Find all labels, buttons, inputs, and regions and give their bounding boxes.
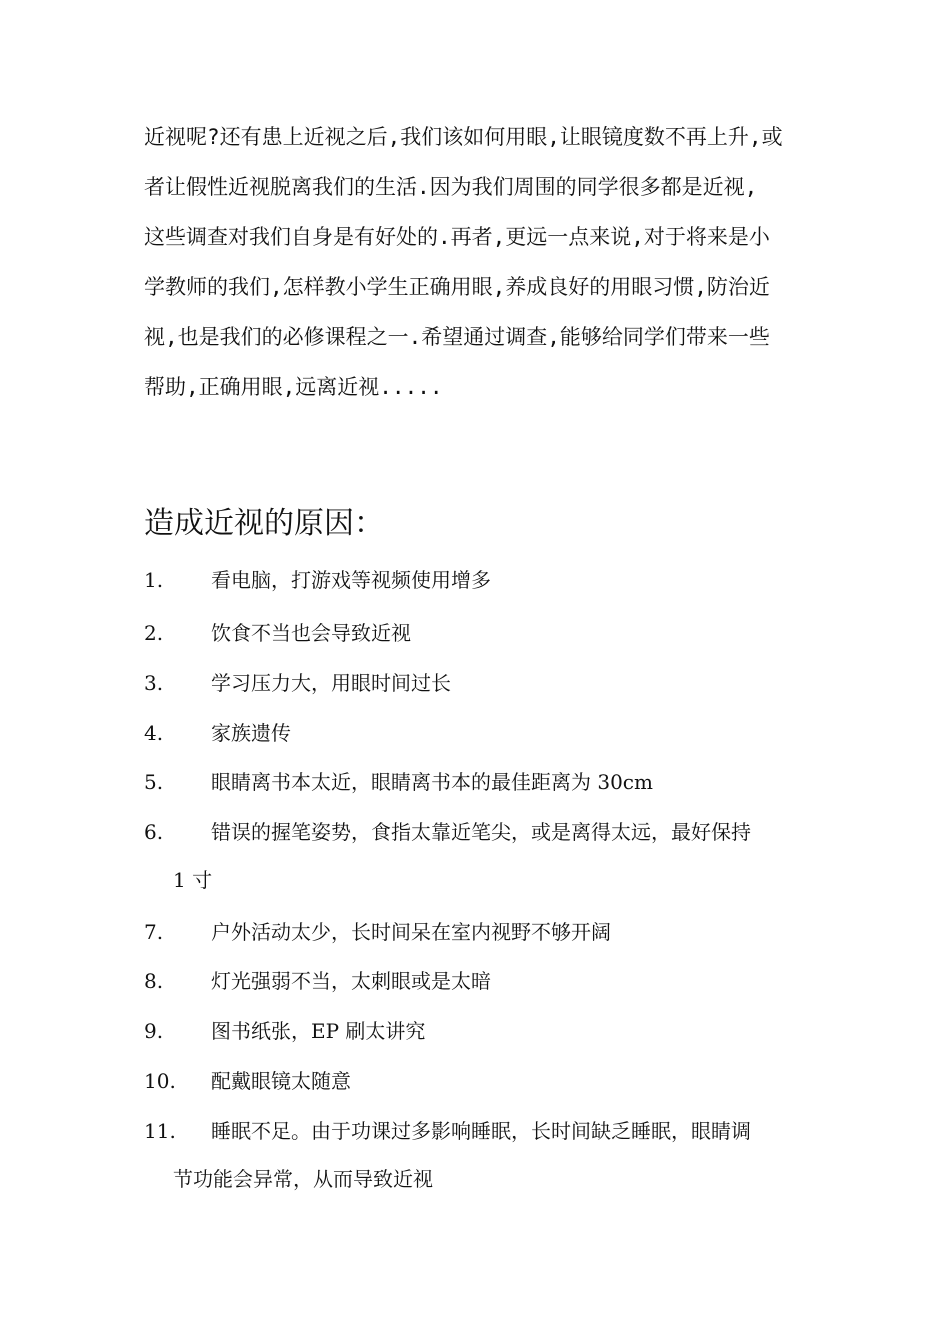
list-item-number: 4.: [144, 721, 164, 745]
list-item-text: 灯光强弱不当，太刺眼或是太暗: [211, 969, 491, 993]
list-item-text: 眼睛离书本太近，眼睛离书本的最佳距离为 30cm: [211, 770, 653, 794]
intro-line: 这些调查对我们自身是有好处的.再者,更远一点来说,对于将来是小: [144, 225, 770, 249]
section-heading: 造成近视的原因：: [144, 506, 384, 541]
list-item-number: 1.: [144, 568, 164, 592]
list-item-text: 图书纸张，EP 刷太讲究: [211, 1019, 426, 1043]
list-item-number: 7.: [144, 920, 164, 944]
list-item-number: 11.: [144, 1119, 176, 1143]
list-item-text: 家族遗传: [211, 721, 291, 745]
list-item-number: 10.: [144, 1069, 176, 1093]
list-item: [144, 609, 814, 657]
list-item: [144, 1057, 814, 1105]
list-item-number: 6.: [144, 820, 164, 844]
intro-line: 者让假性近视脱离我们的生活.因为我们周围的同学很多都是近视,: [144, 175, 758, 199]
list-item-text-continued: 节功能会异常，从而导致近视: [173, 1167, 433, 1191]
list-item-number: 3.: [144, 671, 164, 695]
list-item: [144, 709, 814, 757]
intro-line: 近视呢?还有患上近视之后,我们该如何用眼,让眼镜度数不再上升,或: [144, 125, 783, 149]
list-item-text: 配戴眼镜太随意: [211, 1069, 351, 1093]
intro-line: 学教师的我们,怎样教小学生正确用眼,养成良好的用眼习惯,防治近: [144, 275, 770, 299]
list-item: [144, 1007, 814, 1055]
list-item-number: 9.: [144, 1019, 164, 1043]
list-item-text: 错误的握笔姿势，食指太靠近笔尖，或是离得太远，最好保持: [211, 820, 751, 844]
list-item: [144, 1107, 814, 1203]
list-item: [144, 758, 814, 806]
list-item-text: 睡眠不足。由于功课过多影响睡眠，长时间缺乏睡眠，眼睛调: [211, 1119, 751, 1143]
list-item: [144, 556, 814, 604]
list-item-text: 看电脑，打游戏等视频使用增多: [211, 568, 491, 592]
intro-line: 帮助,正确用眼,远离近视.....: [144, 375, 443, 399]
list-item-text-continued: 1 寸: [173, 868, 213, 892]
intro-paragraph: [144, 112, 814, 412]
list-item-number: 5.: [144, 770, 164, 794]
list-item-text: 户外活动太少，长时间呆在室内视野不够开阔: [211, 920, 611, 944]
list-item-text: 学习压力大，用眼时间过长: [211, 671, 451, 695]
list-item-number: 8.: [144, 969, 164, 993]
list-item: [144, 659, 814, 707]
list-item-text: 饮食不当也会导致近视: [211, 621, 411, 645]
list-item: [144, 908, 814, 956]
list-item: [144, 808, 814, 904]
intro-line: 视,也是我们的必修课程之一.希望通过调查,能够给同学们带来一些: [144, 325, 770, 349]
list-item: [144, 957, 814, 1005]
list-item-number: 2.: [144, 621, 164, 645]
